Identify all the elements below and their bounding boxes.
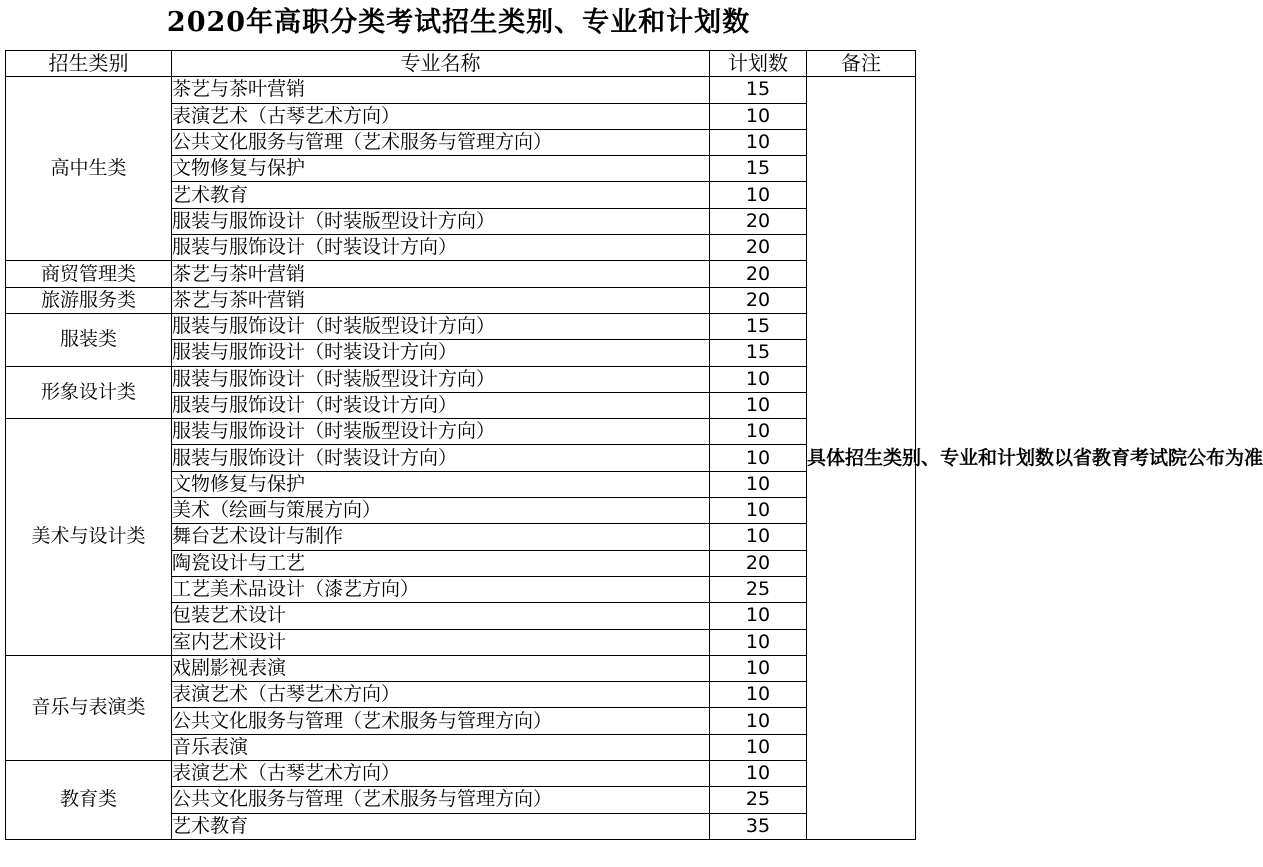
table-row [6,419,916,445]
category-cell: 高中生类 [6,77,172,261]
enrollment-plan-table [5,50,1263,840]
count-cell: 10 [710,498,807,524]
count-cell: 25 [710,576,807,602]
count-cell: 10 [710,734,807,760]
major-cell: 服装与服饰设计（时装版型设计方向） [172,366,710,392]
major-cell: 舞台艺术设计与制作 [172,524,710,550]
count-cell: 20 [710,550,807,576]
count-cell: 10 [710,708,807,734]
count-cell: 10 [710,629,807,655]
major-cell: 服装与服饰设计（时装设计方向） [172,235,710,261]
major-cell: 表演艺术（古琴艺术方向） [172,761,710,787]
count-cell: 10 [710,471,807,497]
count-cell: 10 [710,392,807,418]
header-category: 招生类别 [6,51,172,77]
count-cell: 10 [710,419,807,445]
count-cell: 15 [710,156,807,182]
major-cell: 公共文化服务与管理（艺术服务与管理方向） [172,129,710,155]
major-cell: 戏剧影视表演 [172,655,710,681]
count-cell: 25 [710,787,807,813]
header-count: 计划数 [710,51,807,77]
major-cell: 公共文化服务与管理（艺术服务与管理方向） [172,708,710,734]
table-row [6,655,916,681]
major-cell: 茶艺与茶叶营销 [172,77,710,103]
major-cell: 服装与服饰设计（时装版型设计方向） [172,419,710,445]
major-cell: 陶瓷设计与工艺 [172,550,710,576]
table-row [6,287,916,313]
major-cell: 文物修复与保护 [172,471,710,497]
count-cell: 35 [710,813,807,839]
count-cell: 10 [710,524,807,550]
count-cell: 10 [710,603,807,629]
category-cell: 教育类 [6,761,172,840]
major-cell: 室内艺术设计 [172,629,710,655]
count-cell: 15 [710,340,807,366]
major-cell: 艺术教育 [172,813,710,839]
major-cell: 服装与服饰设计（时装版型设计方向） [172,313,710,339]
major-cell: 包装艺术设计 [172,603,710,629]
count-cell: 10 [710,103,807,129]
count-cell: 10 [710,682,807,708]
note-cell: 具体招生类别、专业和计划数以省教育考试院公布为准 [807,77,916,840]
table-body [6,77,1263,840]
table-row [6,313,916,339]
category-cell: 旅游服务类 [6,287,172,313]
count-cell: 10 [710,366,807,392]
header-major: 专业名称 [172,51,710,77]
count-cell: 20 [710,261,807,287]
table-row [6,77,916,103]
major-cell: 服装与服饰设计（时装设计方向） [172,340,710,366]
major-cell: 服装与服饰设计（时装设计方向） [172,392,710,418]
count-cell: 20 [710,208,807,234]
header-note: 备注 [807,51,916,77]
count-cell: 20 [710,287,807,313]
count-cell: 20 [710,235,807,261]
major-cell: 表演艺术（古琴艺术方向） [172,103,710,129]
major-cell: 工艺美术品设计（漆艺方向） [172,576,710,602]
count-cell: 15 [710,77,807,103]
major-cell: 文物修复与保护 [172,156,710,182]
count-cell: 10 [710,445,807,471]
count-cell: 10 [710,182,807,208]
page-title: 2020年高职分类考试招生类别、专业和计划数 [166,7,751,38]
count-cell: 10 [710,761,807,787]
table-header-row [6,51,916,77]
major-cell: 艺术教育 [172,182,710,208]
major-cell: 茶艺与茶叶营销 [172,261,710,287]
major-cell: 公共文化服务与管理（艺术服务与管理方向） [172,787,710,813]
table-row [6,366,916,392]
major-cell: 服装与服饰设计（时装版型设计方向） [172,208,710,234]
major-cell: 音乐表演 [172,734,710,760]
count-cell: 15 [710,313,807,339]
major-cell: 茶艺与茶叶营销 [172,287,710,313]
count-cell: 10 [710,655,807,681]
category-cell: 美术与设计类 [6,419,172,656]
category-cell: 音乐与表演类 [6,655,172,760]
category-cell: 服装类 [6,313,172,366]
category-cell: 形象设计类 [6,366,172,419]
major-cell: 美术（绘画与策展方向） [172,498,710,524]
category-cell: 商贸管理类 [6,261,172,287]
major-cell: 服装与服饰设计（时装设计方向） [172,445,710,471]
count-cell: 10 [710,129,807,155]
table-row [6,761,916,787]
table-row [6,261,916,287]
major-cell: 表演艺术（古琴艺术方向） [172,682,710,708]
